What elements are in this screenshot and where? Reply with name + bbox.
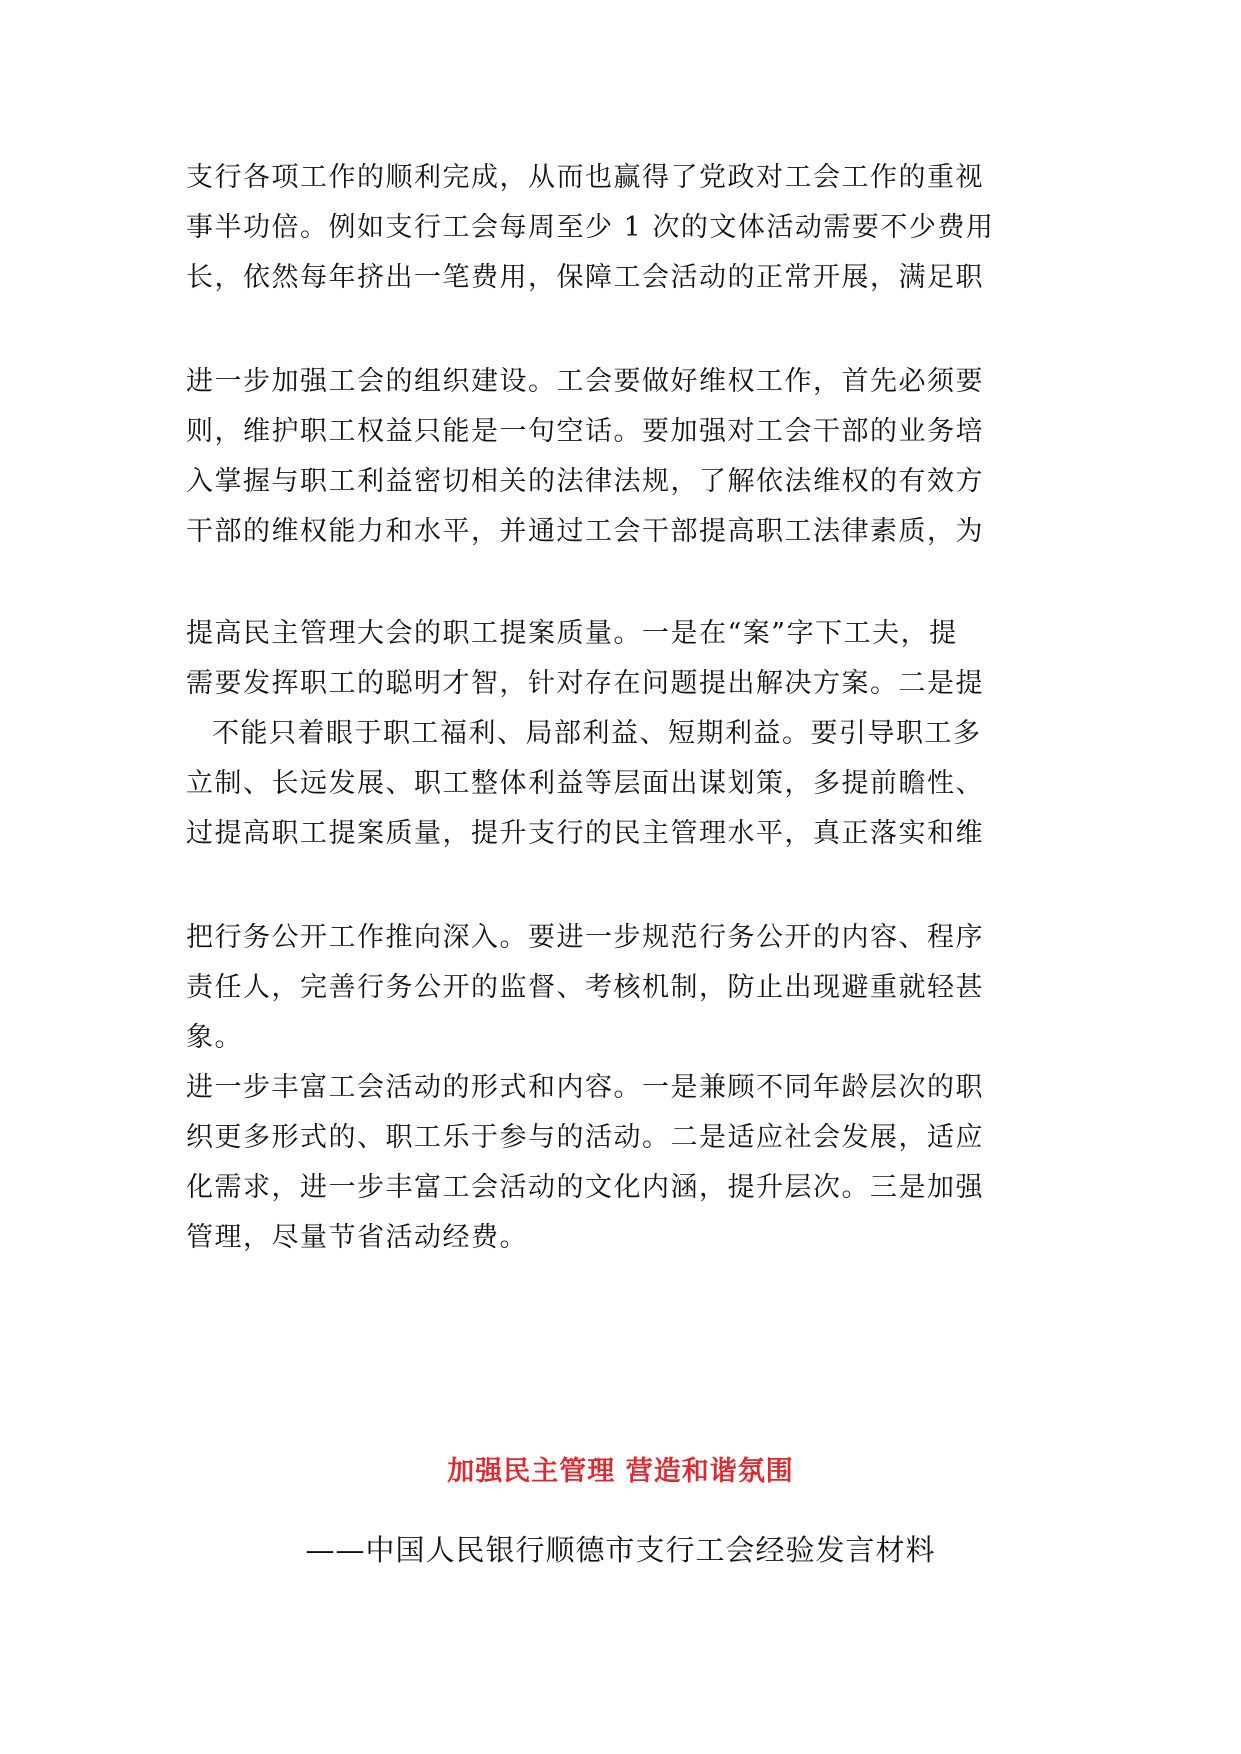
- body-line: 进一步丰富工会活动的形式和内容。一是兼顾不同年龄层次的职: [186, 1072, 984, 1103]
- section-subtitle: ——中国人民银行顺德市支行工会经验发言材料: [305, 1533, 936, 1567]
- body-line: 过提高职工提案质量，提升支行的民主管理水平，真正落实和维: [186, 818, 984, 849]
- body-line: 责任人，完善行务公开的监督、考核机制，防止出现避重就轻甚: [186, 972, 984, 1003]
- body-line: 进一步加强工会的组织建设。工会要做好维权工作，首先必须要: [186, 366, 984, 397]
- body-line: 提高民主管理大会的职工提案质量。一是在“案”字下工夫，提: [186, 618, 958, 649]
- body-line: 入掌握与职工利益密切相关的法律法规，了解依法维权的有效方: [186, 466, 984, 497]
- body-line: 事半功倍。例如支行工会每周至少 1 次的文体活动需要不少费用: [186, 212, 995, 243]
- body-line: 化需求，进一步丰富工会活动的文化内涵，提升层次。三是加强: [186, 1172, 984, 1203]
- body-line: 把行务公开工作推向深入。要进一步规范行务公开的内容、程序: [186, 922, 984, 953]
- body-line: 需要发挥职工的聪明才智，针对存在问题提出解决方案。二是提: [186, 668, 984, 699]
- body-line: 支行各项工作的顺利完成，从而也赢得了党政对工会工作的重视: [186, 162, 984, 193]
- body-line: 长，依然每年挤出一笔费用，保障工会活动的正常开展，满足职: [186, 262, 984, 293]
- body-line: 织更多形式的、职工乐于参与的活动。二是适应社会发展，适应: [186, 1122, 984, 1153]
- section-title: 加强民主管理 营造和谐氛围: [447, 1456, 794, 1487]
- body-line: 象。: [186, 1022, 243, 1053]
- body-line: 干部的维权能力和水平，并通过工会干部提高职工法律素质，为: [186, 516, 984, 547]
- body-line: 立制、长远发展、职工整体利益等层面出谋划策，多提前瞻性、: [186, 768, 984, 799]
- body-line: 管理，尽量节省活动经费。: [186, 1222, 528, 1253]
- body-line: 不能只着眼于职工福利、局部利益、短期利益。要引导职工多: [212, 718, 982, 749]
- body-line: 则，维护职工权益只能是一句空话。要加强对工会干部的业务培: [186, 416, 984, 447]
